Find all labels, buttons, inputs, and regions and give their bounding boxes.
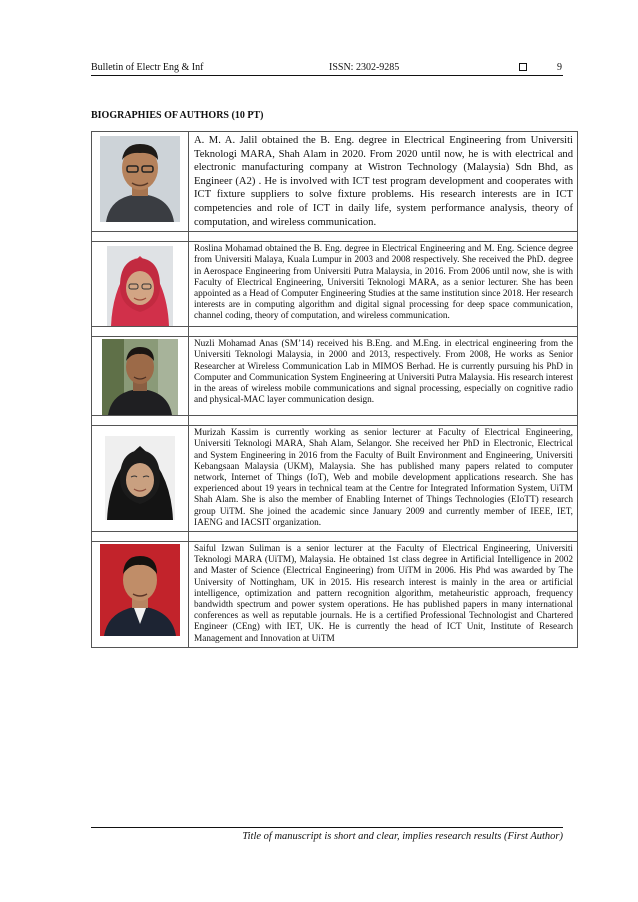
spacer-row bbox=[92, 232, 578, 242]
footer-rule bbox=[91, 827, 563, 828]
author-row bbox=[92, 132, 578, 232]
author-photo-murizah bbox=[105, 436, 175, 520]
author-bio: Murizah Kassim is currently working as senior lecturer at Faculty of Electrical Engineering, Universiti Teknologi MARA, Shah Alam, Selangor. She received her PhD in Electronic, Electrical and System Engineering in 2016 from the Faculty of Built Environment and Engineering, Universiti Kebangsaan Malaysia (UKM), Malaysia. She has published many papers related to computer network, Internet of Things (IoT), Web and mobile development applications research. She has experienced about 19 years in technical team at the Centre for Integrated Information System, UiTM Shah Alam. She is also the member of Enabling Internet of Things Technologies (EIoTT) research group UiTM. She joined the academic since January 2009 and currently member of IEEE, IET, IAENG and IACSIT organization. bbox=[194, 428, 573, 528]
author-photo-jalil bbox=[100, 136, 180, 222]
author-photo-roslina bbox=[107, 246, 173, 326]
author-row bbox=[92, 337, 578, 416]
photo-cell bbox=[92, 337, 189, 416]
author-bio: Roslina Mohamad obtained the B. Eng. degree in Electrical Engineering and M. Eng. Science degree from Universiti Malaya, Kuala Lumpur in 2003 and 2008 respectively. She received the PhD. degree in Aerospace Engineering from Universiti Putra Malaysia, in 2016. From 2006 until now, she is with Faculty of Electrical Engineering, Universiti Teknologi MARA, as a senior lecturer. She has been appointed as a Head of Computer Engineering Studies at the same institution since 2018. Her research interests are in computing algorithm and digital signal processing for deep space communication, channel coding, theory of computation, and wireless communication. bbox=[194, 244, 573, 322]
author-row bbox=[92, 242, 578, 327]
journal-name: Bulletin of Electr Eng & Inf bbox=[91, 62, 204, 73]
photo-cell bbox=[92, 541, 189, 647]
author-portrait-icon bbox=[100, 544, 180, 636]
header-rule bbox=[91, 75, 563, 76]
author-row bbox=[92, 426, 578, 532]
author-portrait-icon bbox=[100, 136, 180, 222]
checkbox-icon bbox=[519, 63, 527, 71]
author-photo-nuzli bbox=[102, 339, 178, 415]
author-bio: A. M. A. Jalil obtained the B. Eng. degree in Electrical Engineering from Universiti Teknologi MARA, Shah Alam in 2020. From 2020 until now, he is with electrical and electronic manufacturing company at Wistron Technology (Malaysia) Sdn Bhd, as Engineer (A2) . He is involved with ICT test program development and cooperates with ICT fixture suppliers to solve fixture problems. His research interests are in ICT competencies and role of ICT in daily life, system performance analysis, theory of computation, and wireless communication. bbox=[194, 135, 573, 228]
section-title: BIOGRAPHIES OF AUTHORS (10 PT) bbox=[91, 110, 264, 121]
author-photo-saiful bbox=[100, 544, 180, 636]
author-bio: Nuzli Mohamad Anas (SM’14) received his B.Eng. and M.Eng. in electrical engineering from the Universiti Teknologi Malaysia, in 2000 and 2013, respectively. From 2008, He works as Senior Researcher at Wireless Communication Lab in MIMOS Berhad. He is currently pursuing his PhD in Computer and Communication System Engineering at Universiti Putra Malaysia. His research interest in the areas of wireless mobile communications and signal processing, especially on cognitive radio and physical-MAC layer communication design. bbox=[194, 339, 573, 406]
bio-cell bbox=[189, 132, 578, 232]
bio-cell bbox=[189, 426, 578, 532]
photo-cell bbox=[92, 242, 189, 327]
bio-cell bbox=[189, 541, 578, 647]
author-biographies-table bbox=[91, 131, 578, 648]
running-footer: Title of manuscript is short and clear, implies research results (First Author) bbox=[242, 831, 563, 842]
author-portrait-icon bbox=[105, 436, 175, 520]
spacer-row bbox=[92, 531, 578, 541]
issn: ISSN: 2302-9285 bbox=[329, 62, 400, 73]
bio-cell bbox=[189, 242, 578, 327]
page-number: 9 bbox=[557, 62, 562, 73]
photo-cell bbox=[92, 132, 189, 232]
spacer-row bbox=[92, 327, 578, 337]
author-portrait-icon bbox=[107, 246, 173, 326]
spacer-row bbox=[92, 416, 578, 426]
author-row bbox=[92, 541, 578, 647]
author-bio: Saiful Izwan Suliman is a senior lecturer at the Faculty of Electrical Engineering, Universiti Teknologi MARA (UiTM), Malaysia. He obtained 1st class degree in Artificial Intelligence in 2002 and Master of Science (Electrical Engineering) from UiTM in 2006. His Phd was awarded by The University of Nottingham, UK in 2015. His research interest is mainly in the area or artificial intelligence, optimization and pattern recognition algorithm, metaheuristic approach, frequency bandwidth spectrum and power system operations. He has published papers in many international conferences as well as reputable journals. He is a certified Professional Technologist and Chartered Engineer (CEng) with IET, UK. He is currently the head of ICT Unit, Institute of Research Management and Innovation at UiTM bbox=[194, 543, 573, 644]
photo-cell bbox=[92, 426, 189, 532]
bio-cell bbox=[189, 337, 578, 416]
author-portrait-icon bbox=[102, 339, 178, 415]
running-header bbox=[91, 61, 563, 75]
